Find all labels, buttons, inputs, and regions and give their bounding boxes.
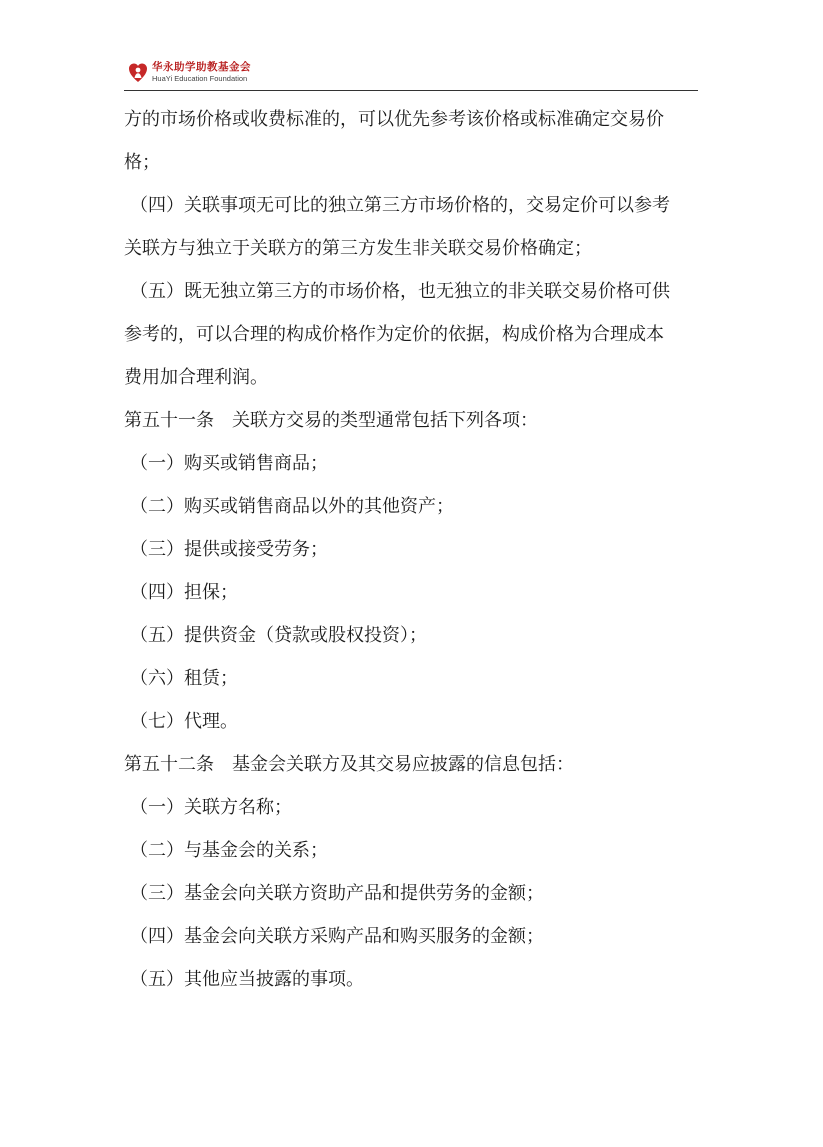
list-item: （五）提供资金（贷款或股权投资）；	[130, 625, 427, 646]
article-heading: 第五十二条 基金会关联方及其交易应披露的信息包括：	[124, 754, 574, 775]
text-line: 参考的，可以合理的构成价格作为定价的依据，构成价格为合理成本	[124, 324, 664, 345]
list-item: （四）担保；	[130, 582, 238, 603]
text-line: 格；	[124, 152, 160, 173]
list-item: （三）提供或接受劳务；	[130, 539, 328, 560]
article-heading: 第五十一条 关联方交易的类型通常包括下列各项：	[124, 410, 538, 431]
foundation-logo-icon	[128, 61, 148, 85]
list-item: （四）基金会向关联方采购产品和购买服务的金额；	[130, 926, 544, 947]
text-line: 费用加合理利润。	[124, 367, 268, 388]
text-line: （五）既无独立第三方的市场价格，也无独立的非关联交易价格可供	[130, 281, 670, 302]
list-item: （二）与基金会的关系；	[130, 840, 328, 861]
list-item: （六）租赁；	[130, 668, 238, 689]
text-line: 关联方与独立于关联方的第三方发生非关联交易价格确定；	[124, 238, 592, 259]
list-item: （五）其他应当披露的事项。	[130, 969, 364, 990]
org-name-en: HuaYi Education Foundation	[152, 74, 248, 83]
list-item: （七）代理。	[130, 711, 238, 732]
page-header	[124, 58, 698, 91]
org-name-cn: 华永助学助教基金会	[152, 61, 251, 73]
list-item: （二）购买或销售商品以外的其他资产；	[130, 496, 454, 517]
text-line: （四）关联事项无可比的独立第三方市场价格的，交易定价可以参考	[130, 195, 670, 216]
document-body	[124, 98, 714, 1001]
list-item: （一）关联方名称；	[130, 797, 292, 818]
list-item: （三）基金会向关联方资助产品和提供劳务的金额；	[130, 883, 544, 904]
text-line: 方的市场价格或收费标准的，可以优先参考该价格或标准确定交易价	[124, 109, 664, 130]
list-item: （一）购买或销售商品；	[130, 453, 328, 474]
